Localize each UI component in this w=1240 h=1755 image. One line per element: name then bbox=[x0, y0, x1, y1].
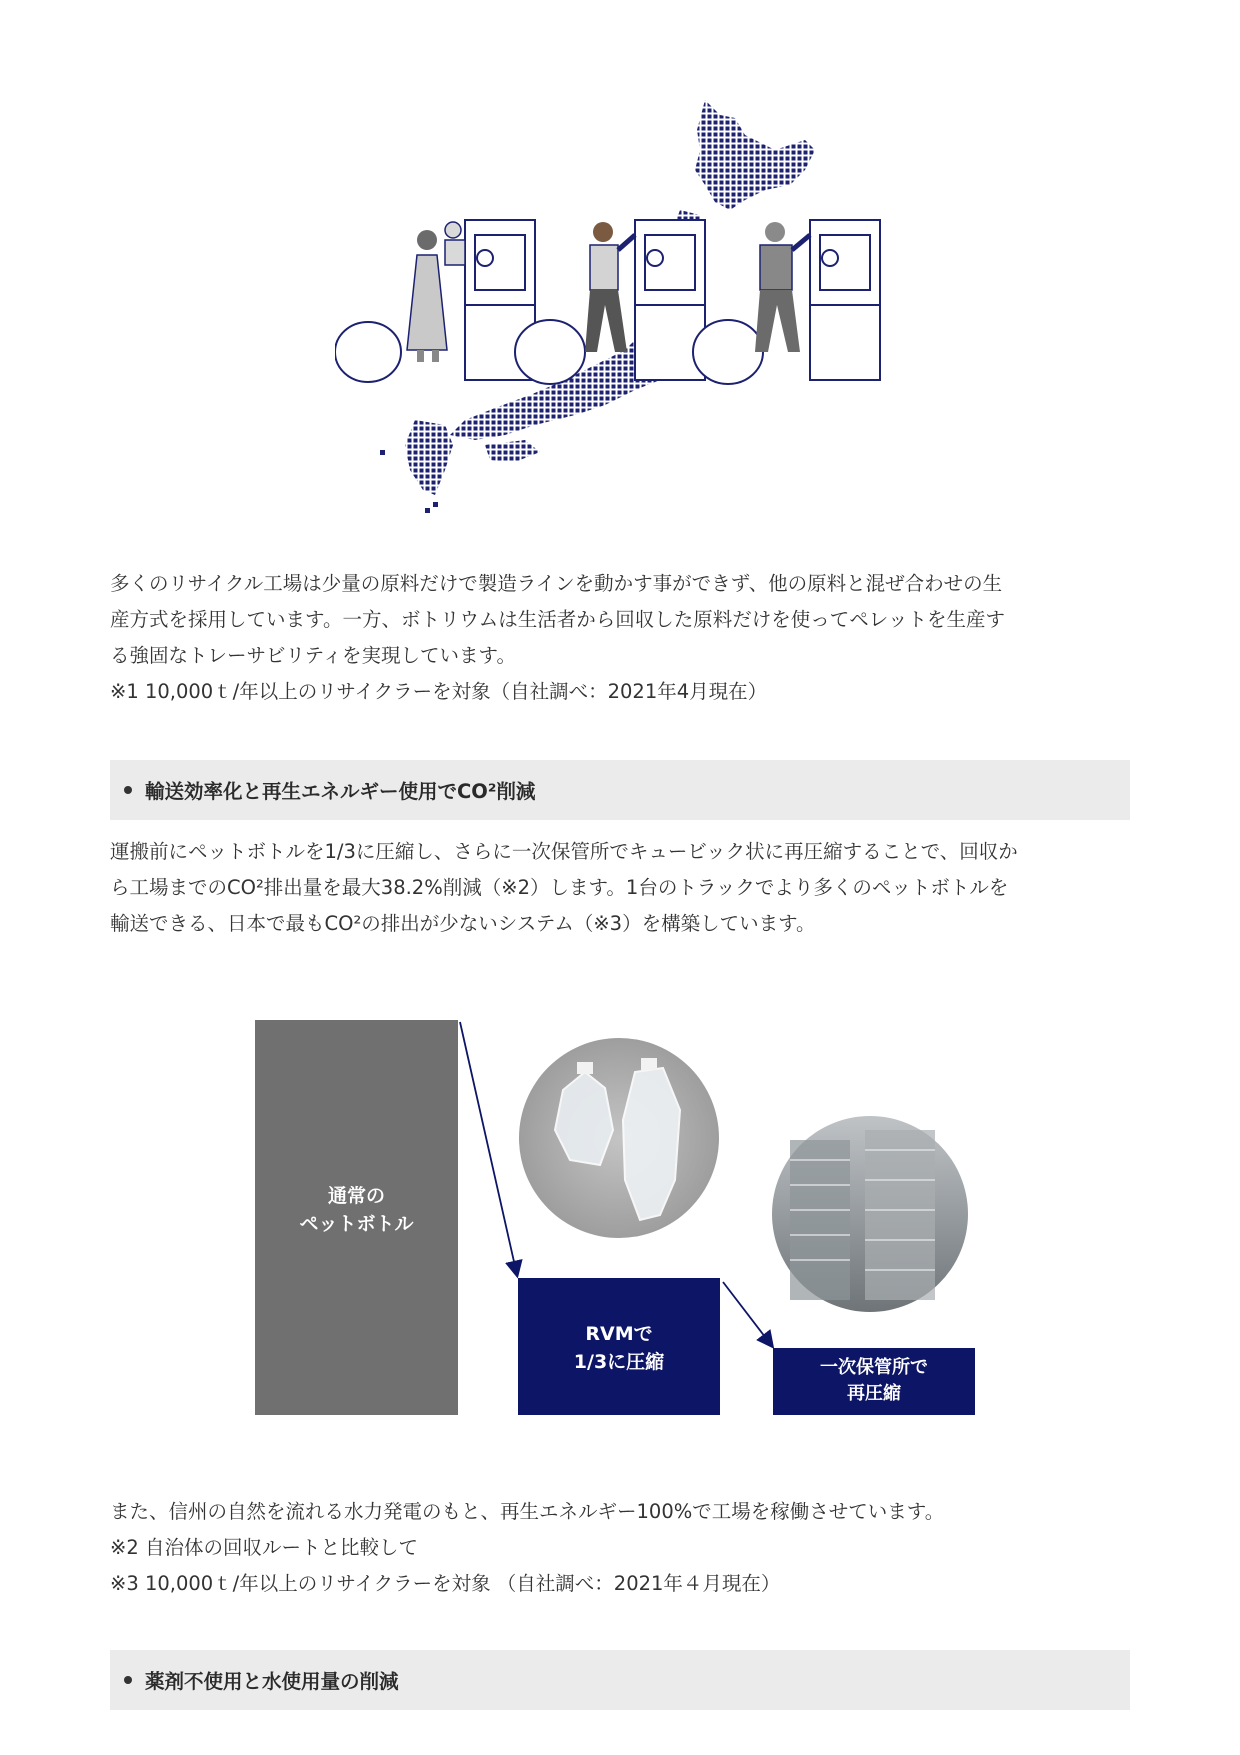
section-heading-text: 薬剤不使用と水使用量の削減 bbox=[145, 1670, 399, 1693]
compressed-bales-photo bbox=[772, 1116, 968, 1312]
bullet-icon bbox=[124, 1676, 132, 1684]
co2-paragraph bbox=[110, 834, 1130, 942]
arrow-1 bbox=[460, 1022, 517, 1275]
person-man-2 bbox=[755, 222, 810, 352]
normal-bottle-label: 通常の ペットボトル bbox=[299, 1185, 414, 1235]
footnote-3: ※3 10,000ｔ/年以上のリサイクラーを対象 （自社調べ：2021年４月現在） bbox=[110, 1572, 781, 1595]
map-hokkaido bbox=[695, 100, 815, 210]
section-heading-water bbox=[110, 1650, 1130, 1710]
paragraph-line: る強固なトレーサビリティを実現しています。 bbox=[110, 644, 516, 667]
section-heading-text: 輸送効率化と再生エネルギー使用でCO²削減 bbox=[145, 780, 536, 803]
paragraph-line: ら工場までのCO²排出量を最大38.2%削減（※2）します。1台のトラックでより多くのペットボトルを bbox=[110, 876, 1009, 899]
section-heading-co2 bbox=[110, 760, 1130, 820]
person-woman-with-child bbox=[407, 222, 465, 362]
paragraph-line: 多くのリサイクル工場は少量の原料だけで製造ラインを動かす事ができず、他の原料と混ぜ合わせの生 bbox=[110, 572, 1003, 595]
intro-paragraph bbox=[110, 566, 1130, 710]
map-shikoku bbox=[485, 440, 540, 462]
map-kyushu bbox=[405, 420, 453, 495]
footnote-1: ※1 10,000ｔ/年以上のリサイクラーを対象（自社調べ：2021年4月現在） bbox=[110, 680, 768, 703]
rvm-compress-label: RVMで 1/3に圧縮 bbox=[573, 1323, 665, 1373]
person-man-1 bbox=[585, 222, 635, 352]
footnote-2: ※2 自治体の回収ルートと比較して bbox=[110, 1536, 418, 1559]
recompress-label: 一次保管所で 再圧縮 bbox=[820, 1357, 928, 1404]
bullet-icon bbox=[124, 786, 132, 794]
compression-diagram bbox=[255, 1020, 995, 1440]
paragraph-line: また、信州の自然を流れる水力発電のもと、再生エネルギー100%で工場を稼働させています。 bbox=[110, 1500, 945, 1523]
paragraph-line: 輸送できる、日本で最もCO²の排出が少ないシステム（※3）を構築しています。 bbox=[110, 912, 816, 935]
energy-paragraph bbox=[110, 1494, 1130, 1602]
arrow-2 bbox=[723, 1282, 772, 1346]
compressed-bottles-photo bbox=[519, 1038, 719, 1238]
recycling-machine-3 bbox=[810, 220, 880, 380]
paragraph-line: 運搬前にペットボトルを1/3に圧縮し、さらに一次保管所でキュービック状に再圧縮することで、回収か bbox=[110, 840, 1018, 863]
paragraph-line: 産方式を採用しています。一方、ボトリウムは生活者から回収した原料だけを使ってペレットを生産す bbox=[110, 608, 1006, 631]
recycling-illustration bbox=[335, 90, 895, 530]
